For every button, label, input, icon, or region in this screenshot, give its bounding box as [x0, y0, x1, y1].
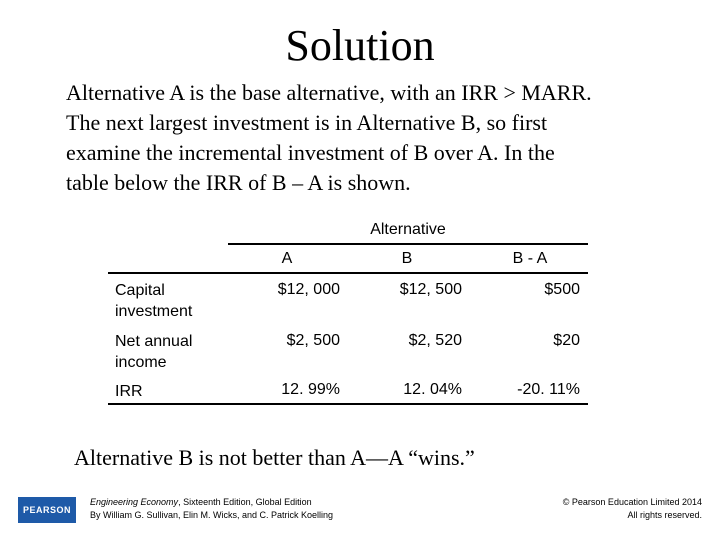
row-label-capital-investment: Capital investment [115, 282, 193, 320]
copyright-text: © Pearson Education Limited 2014 [562, 497, 702, 507]
book-title: Engineering Economy [90, 497, 179, 507]
intro-line: examine the incremental investment of B over A. In the [66, 140, 555, 165]
cell-b-capital: $12, 500 [399, 281, 462, 298]
alternative-group-header: Alternative [370, 221, 446, 238]
cell-diff-irr: -20. 11% [517, 381, 580, 398]
intro-line: Alternative A is the base alternative, with an IRR > MARR. [66, 80, 592, 105]
cell-diff-income: $20 [553, 332, 580, 349]
cell-diff-capital: $500 [544, 281, 580, 298]
book-edition: , Sixteenth Edition, Global Edition [178, 497, 312, 507]
column-header-b-minus-a: B - A [512, 250, 548, 267]
row-label-irr: IRR [115, 383, 143, 400]
rights-text: All rights reserved. [627, 510, 702, 520]
row-label-net-annual-income: Net annual income [115, 333, 193, 371]
intro-line: The next largest investment is in Alternative B, so first [66, 110, 548, 135]
column-header-b: B [401, 250, 413, 267]
cell-b-irr: 12. 04% [403, 381, 462, 398]
column-header-a: A [281, 250, 293, 267]
intro-line: table below the IRR of B – A is shown. [66, 170, 411, 195]
cell-a-irr: 12. 99% [281, 381, 340, 398]
footer-citation [90, 496, 333, 522]
cell-a-capital: $12, 000 [277, 281, 340, 298]
intro-paragraph [66, 78, 666, 198]
header-top-rule [228, 243, 588, 245]
cell-b-income: $2, 520 [408, 332, 462, 349]
conclusion-text: Alternative B is not better than A—A “wins.” [74, 445, 475, 470]
book-authors: By William G. Sullivan, Elin M. Wicks, and C. Patrick Koelling [90, 510, 334, 520]
footer-copyright [563, 496, 702, 522]
cell-a-income: $2, 500 [286, 332, 340, 349]
table-bottom-rule [108, 403, 588, 405]
header-bottom-rule [108, 272, 588, 274]
slide-title: Solution [285, 21, 435, 70]
pearson-logo: PEARSON [18, 497, 76, 523]
